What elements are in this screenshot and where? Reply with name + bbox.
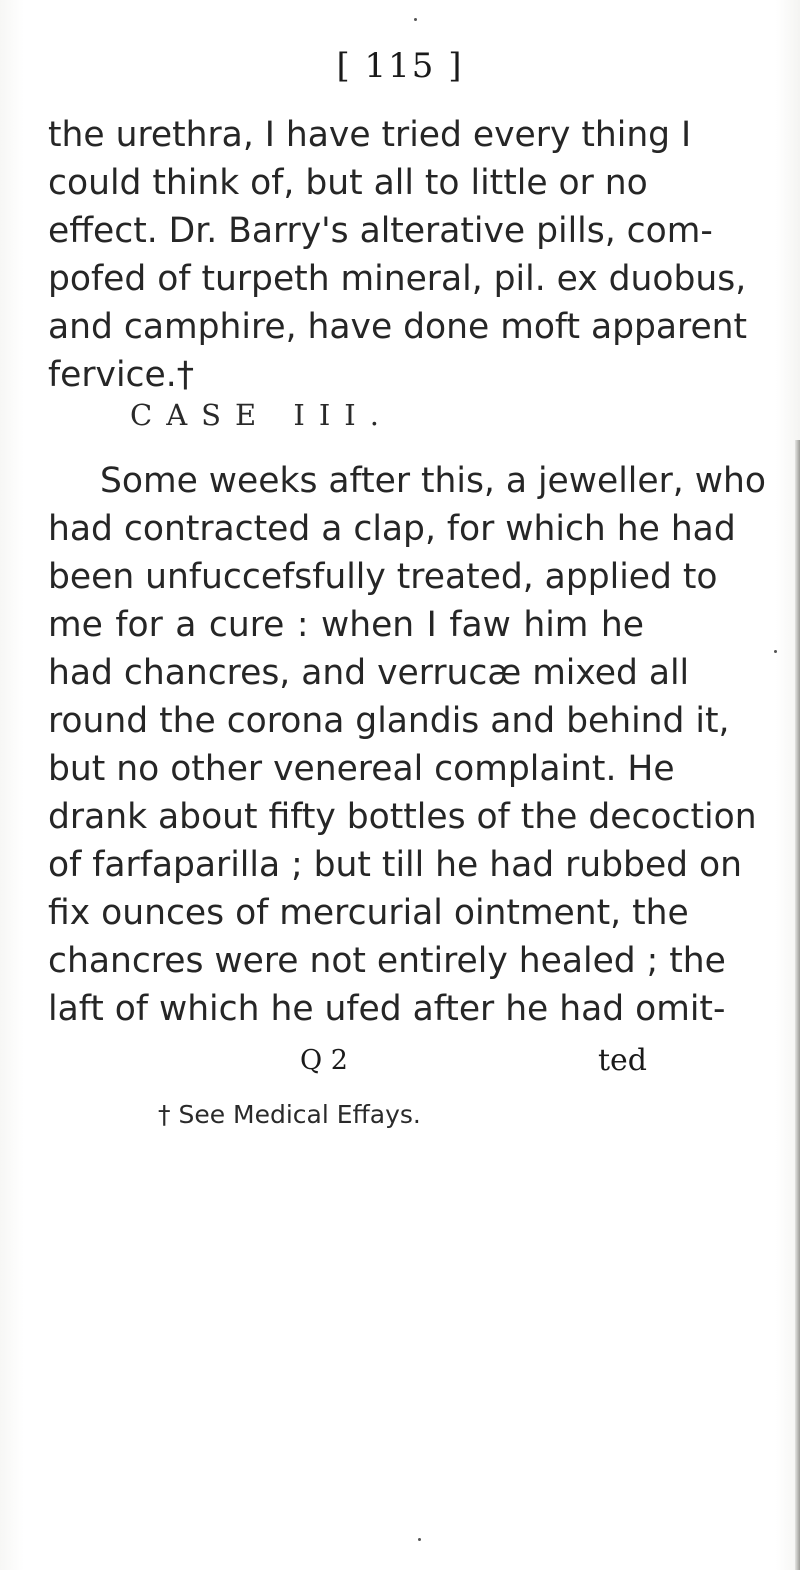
paper-speck (414, 18, 417, 21)
text-line: drank about fifty bottles of the decoction (48, 797, 757, 837)
paper-speck (418, 1538, 421, 1541)
footnote: † See Medical Effays. (158, 1100, 421, 1129)
text-line: and camphire, have done moft apparent (48, 307, 748, 347)
text-line: round the corona glandis and behind it, (48, 701, 730, 741)
paragraph-case-three (48, 457, 766, 1033)
text-line: had contracted a clap, for which he had (48, 509, 736, 549)
text-line: Some weeks after this, a jeweller, who (100, 461, 766, 501)
text-line: effect. Dr. Barry's alterative pills, com- (48, 211, 713, 251)
text-line: pofed of turpeth mineral, pil. ex duobus, (48, 259, 747, 299)
text-line: been unfuccefsfully treated, applied to (48, 557, 718, 597)
text-line: but no other venereal complaint. He (48, 749, 675, 789)
catchword: ted (598, 1043, 648, 1078)
text-line: of farfaparilla ; but till he had rubbed on (48, 845, 743, 885)
signature-line (0, 1045, 800, 1085)
text-line: the urethra, I have tried every thing I (48, 115, 692, 155)
text-line: chancres were not entirely healed ; the (48, 941, 726, 981)
signature-mark: Q 2 (300, 1045, 348, 1076)
text-line: me for a cure : when I faw him he (48, 605, 644, 645)
text-line: fervice.† (48, 355, 194, 395)
page-edge-shadow (795, 440, 800, 1570)
text-line: could think of, but all to little or no (48, 163, 648, 203)
text-line: fix ounces of mercurial ointment, the (48, 893, 689, 933)
paper-speck (774, 650, 777, 653)
paragraph-continued (48, 111, 748, 399)
page-number-header: [ 115 ] (336, 46, 464, 86)
text-line: had chancres, and verrucæ mixed all (48, 653, 690, 693)
text-line: laft of which he ufed after he had omit- (48, 989, 726, 1029)
case-heading: CASE III. (130, 398, 393, 432)
